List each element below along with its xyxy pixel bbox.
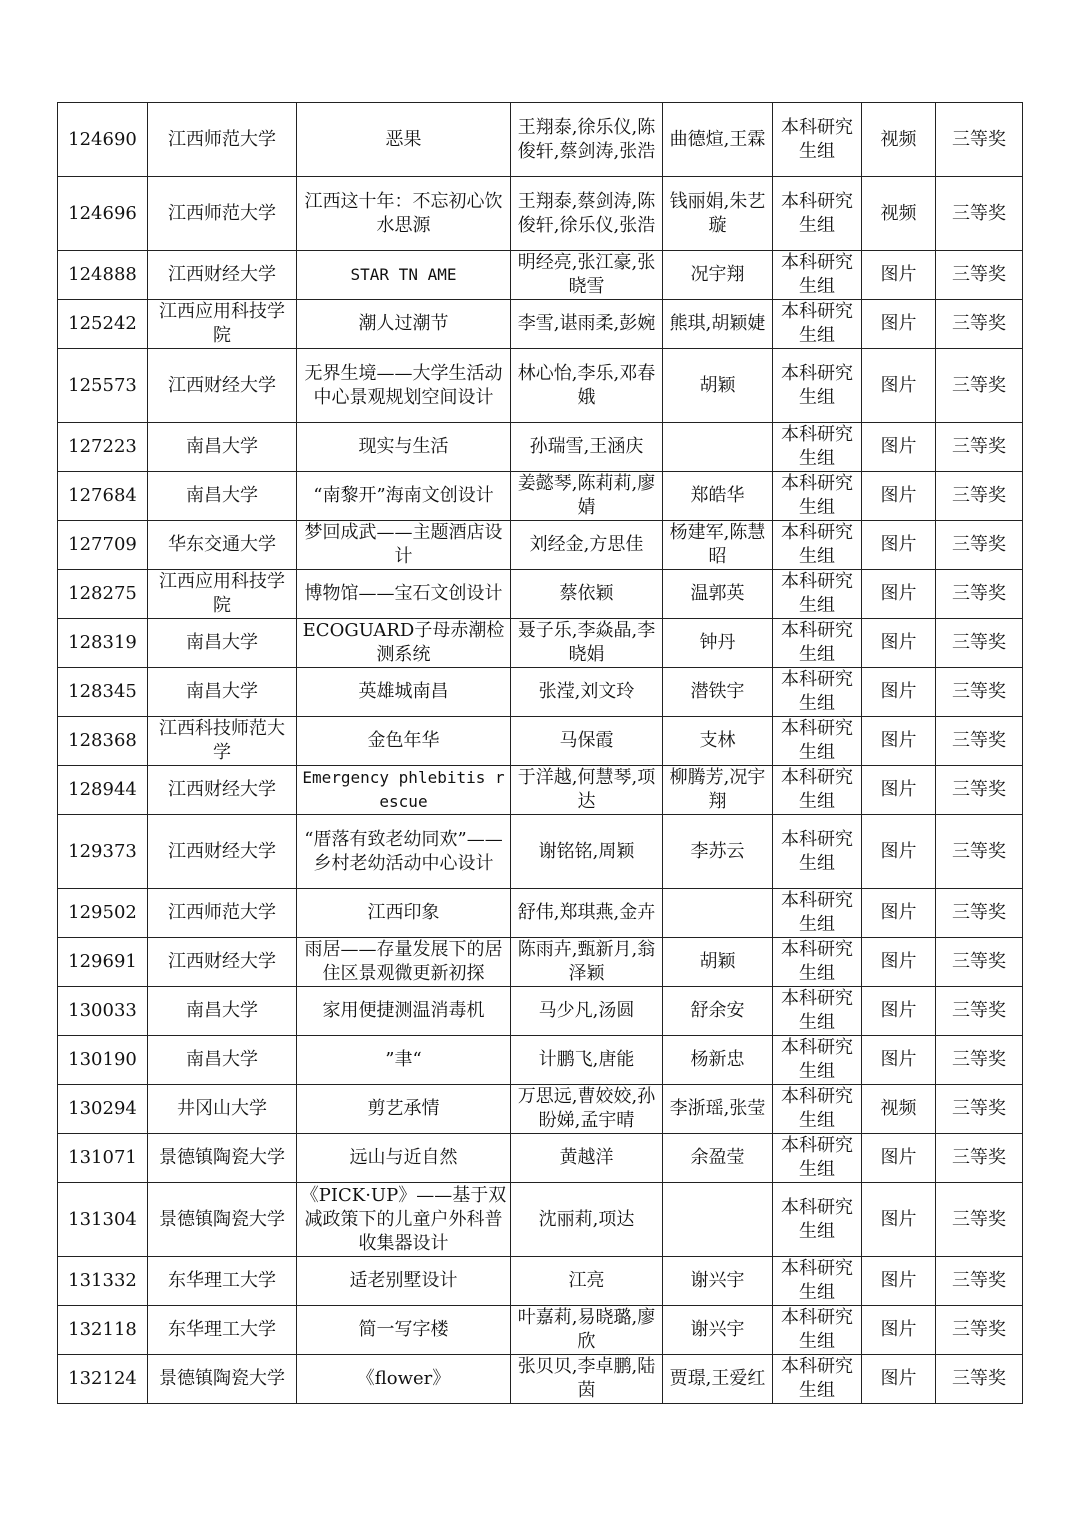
- group-cell: 本科研究生组: [773, 300, 862, 349]
- school-cell: 南昌大学: [148, 987, 297, 1036]
- school-cell: 江西财经大学: [148, 938, 297, 987]
- school-cell: 江西财经大学: [148, 815, 297, 889]
- authors-cell: 孙瑞雪,王涵庆: [511, 423, 663, 472]
- entry-id-cell: 130190: [58, 1036, 148, 1085]
- entry-id-cell: 127684: [58, 472, 148, 521]
- entry-id-cell: 129373: [58, 815, 148, 889]
- work-type-cell: 图片: [862, 766, 936, 815]
- work-type-cell: 图片: [862, 668, 936, 717]
- school-cell: 景德镇陶瓷大学: [148, 1183, 297, 1257]
- work-type-cell: 图片: [862, 1355, 936, 1404]
- table-row: [58, 570, 1023, 619]
- advisor-cell: 况宇翔: [663, 251, 773, 300]
- table-row: [58, 349, 1023, 423]
- entry-id-cell: 128345: [58, 668, 148, 717]
- work-type-cell: 图片: [862, 472, 936, 521]
- advisor-cell: 谢兴宇: [663, 1306, 773, 1355]
- group-cell: 本科研究生组: [773, 570, 862, 619]
- authors-cell: 沈丽莉,项达: [511, 1183, 663, 1257]
- table-row: [58, 717, 1023, 766]
- work-title-cell: 《PICK·UP》——基于双减政策下的儿童户外科普收集器设计: [297, 1183, 511, 1257]
- group-cell: 本科研究生组: [773, 1257, 862, 1306]
- authors-cell: 李雪,谌雨柔,彭婉: [511, 300, 663, 349]
- advisor-cell: 支林: [663, 717, 773, 766]
- authors-cell: 刘经金,方思佳: [511, 521, 663, 570]
- table-row: [58, 177, 1023, 251]
- work-title-cell: 简一写字楼: [297, 1306, 511, 1355]
- entry-id-cell: 125573: [58, 349, 148, 423]
- work-type-cell: 图片: [862, 619, 936, 668]
- table-row: [58, 889, 1023, 938]
- award-cell: 三等奖: [936, 1134, 1023, 1183]
- table-row: [58, 251, 1023, 300]
- entry-id-cell: 130033: [58, 987, 148, 1036]
- school-cell: 江西财经大学: [148, 349, 297, 423]
- group-cell: 本科研究生组: [773, 349, 862, 423]
- table-row: [58, 1257, 1023, 1306]
- work-title-cell: “厝落有致老幼同欢”——乡村老幼活动中心设计: [297, 815, 511, 889]
- table-row: [58, 619, 1023, 668]
- entry-id-cell: 124696: [58, 177, 148, 251]
- award-cell: 三等奖: [936, 938, 1023, 987]
- authors-cell: 计鹏飞,唐能: [511, 1036, 663, 1085]
- award-cell: 三等奖: [936, 717, 1023, 766]
- advisor-cell: 温郭英: [663, 570, 773, 619]
- advisor-cell: 李浙瑶,张莹: [663, 1085, 773, 1134]
- work-title-cell: 恶果: [297, 103, 511, 177]
- group-cell: 本科研究生组: [773, 717, 862, 766]
- authors-cell: 聂子乐,李焱晶,李晓娟: [511, 619, 663, 668]
- school-cell: 南昌大学: [148, 472, 297, 521]
- advisor-cell: 胡颖: [663, 349, 773, 423]
- award-cell: 三等奖: [936, 521, 1023, 570]
- work-title-cell: 江西这十年：不忘初心饮水思源: [297, 177, 511, 251]
- award-cell: 三等奖: [936, 619, 1023, 668]
- table-row: [58, 1134, 1023, 1183]
- award-cell: 三等奖: [936, 300, 1023, 349]
- authors-cell: 明经亮,张江豪,张晓雪: [511, 251, 663, 300]
- school-cell: 东华理工大学: [148, 1306, 297, 1355]
- school-cell: 江西财经大学: [148, 251, 297, 300]
- work-type-cell: 图片: [862, 815, 936, 889]
- school-cell: 江西师范大学: [148, 177, 297, 251]
- work-title-cell: 剪艺承情: [297, 1085, 511, 1134]
- entry-id-cell: 125242: [58, 300, 148, 349]
- work-type-cell: 图片: [862, 1036, 936, 1085]
- work-title-cell: 梦回成武——主题酒店设计: [297, 521, 511, 570]
- work-title-cell: 无界生境——大学生活动中心景观规划空间设计: [297, 349, 511, 423]
- entry-id-cell: 130294: [58, 1085, 148, 1134]
- advisor-cell: [663, 889, 773, 938]
- award-cell: 三等奖: [936, 1355, 1023, 1404]
- work-type-cell: 图片: [862, 717, 936, 766]
- advisor-cell: 曲德煊,王霖: [663, 103, 773, 177]
- advisor-cell: 李苏云: [663, 815, 773, 889]
- authors-cell: 马少凡,汤圆: [511, 987, 663, 1036]
- entry-id-cell: 124888: [58, 251, 148, 300]
- school-cell: 南昌大学: [148, 423, 297, 472]
- school-cell: 江西应用科技学院: [148, 570, 297, 619]
- award-cell: 三等奖: [936, 889, 1023, 938]
- entry-id-cell: 128944: [58, 766, 148, 815]
- table-row: [58, 103, 1023, 177]
- authors-cell: 叶嘉莉,易晓璐,廖欣: [511, 1306, 663, 1355]
- authors-cell: 王翔泰,蔡剑涛,陈俊轩,徐乐仪,张浩: [511, 177, 663, 251]
- authors-cell: 于洋越,何慧琴,项达: [511, 766, 663, 815]
- work-type-cell: 视频: [862, 103, 936, 177]
- work-title-cell: 远山与近自然: [297, 1134, 511, 1183]
- group-cell: 本科研究生组: [773, 423, 862, 472]
- group-cell: 本科研究生组: [773, 619, 862, 668]
- table-row: [58, 987, 1023, 1036]
- entry-id-cell: 127709: [58, 521, 148, 570]
- award-cell: 三等奖: [936, 766, 1023, 815]
- work-type-cell: 图片: [862, 251, 936, 300]
- authors-cell: 陈雨卉,甄新月,翁泽颖: [511, 938, 663, 987]
- advisor-cell: 余盈莹: [663, 1134, 773, 1183]
- entry-id-cell: 129691: [58, 938, 148, 987]
- award-cell: 三等奖: [936, 668, 1023, 717]
- table-row: [58, 938, 1023, 987]
- table-row: [58, 668, 1023, 717]
- school-cell: 景德镇陶瓷大学: [148, 1355, 297, 1404]
- advisor-cell: 钱丽娟,朱艺璇: [663, 177, 773, 251]
- work-title-cell: 博物馆——宝石文创设计: [297, 570, 511, 619]
- entry-id-cell: 124690: [58, 103, 148, 177]
- authors-cell: 谢铭铭,周颖: [511, 815, 663, 889]
- work-type-cell: 图片: [862, 889, 936, 938]
- work-type-cell: 视频: [862, 1085, 936, 1134]
- work-type-cell: 图片: [862, 1257, 936, 1306]
- advisor-cell: 钟丹: [663, 619, 773, 668]
- table-row: [58, 766, 1023, 815]
- school-cell: 井冈山大学: [148, 1085, 297, 1134]
- award-cell: 三等奖: [936, 103, 1023, 177]
- work-title-cell: Emergency phlebitis rescue: [297, 766, 511, 815]
- group-cell: 本科研究生组: [773, 1355, 862, 1404]
- authors-cell: 张贝贝,李卓鹏,陆茵: [511, 1355, 663, 1404]
- table-row: [58, 1306, 1023, 1355]
- award-cell: 三等奖: [936, 472, 1023, 521]
- group-cell: 本科研究生组: [773, 987, 862, 1036]
- school-cell: 南昌大学: [148, 1036, 297, 1085]
- work-title-cell: STAR TN AME: [297, 251, 511, 300]
- work-title-cell: “南黎开”海南文创设计: [297, 472, 511, 521]
- award-cell: 三等奖: [936, 570, 1023, 619]
- work-title-cell: 潮人过潮节: [297, 300, 511, 349]
- advisor-cell: 舒余安: [663, 987, 773, 1036]
- work-type-cell: 图片: [862, 1306, 936, 1355]
- authors-cell: 姜懿琴,陈莉莉,廖婧: [511, 472, 663, 521]
- entry-id-cell: 128368: [58, 717, 148, 766]
- advisor-cell: 潜铁宇: [663, 668, 773, 717]
- work-title-cell: ”聿“: [297, 1036, 511, 1085]
- table-row: [58, 1085, 1023, 1134]
- group-cell: 本科研究生组: [773, 1085, 862, 1134]
- group-cell: 本科研究生组: [773, 938, 862, 987]
- authors-cell: 黄越洋: [511, 1134, 663, 1183]
- group-cell: 本科研究生组: [773, 815, 862, 889]
- group-cell: 本科研究生组: [773, 103, 862, 177]
- school-cell: 江西财经大学: [148, 766, 297, 815]
- advisor-cell: 郑皓华: [663, 472, 773, 521]
- work-title-cell: 江西印象: [297, 889, 511, 938]
- entry-id-cell: 128319: [58, 619, 148, 668]
- table-row: [58, 1036, 1023, 1085]
- work-type-cell: 图片: [862, 349, 936, 423]
- school-cell: 江西应用科技学院: [148, 300, 297, 349]
- table-row: [58, 423, 1023, 472]
- work-type-cell: 图片: [862, 300, 936, 349]
- award-cell: 三等奖: [936, 423, 1023, 472]
- table-row: [58, 1355, 1023, 1404]
- table-row: [58, 521, 1023, 570]
- entry-id-cell: 127223: [58, 423, 148, 472]
- work-title-cell: 适老别墅设计: [297, 1257, 511, 1306]
- group-cell: 本科研究生组: [773, 177, 862, 251]
- authors-cell: 蔡依颖: [511, 570, 663, 619]
- entry-id-cell: 132118: [58, 1306, 148, 1355]
- work-type-cell: 视频: [862, 177, 936, 251]
- school-cell: 华东交通大学: [148, 521, 297, 570]
- group-cell: 本科研究生组: [773, 1306, 862, 1355]
- award-cell: 三等奖: [936, 987, 1023, 1036]
- table-row: [58, 300, 1023, 349]
- group-cell: 本科研究生组: [773, 668, 862, 717]
- work-type-cell: 图片: [862, 938, 936, 987]
- advisor-cell: 柳腾芳,况宇翔: [663, 766, 773, 815]
- award-cell: 三等奖: [936, 1306, 1023, 1355]
- group-cell: 本科研究生组: [773, 472, 862, 521]
- authors-cell: 马保霞: [511, 717, 663, 766]
- award-results-table: [57, 102, 1023, 1404]
- school-cell: 南昌大学: [148, 619, 297, 668]
- entry-id-cell: 128275: [58, 570, 148, 619]
- school-cell: 南昌大学: [148, 668, 297, 717]
- award-cell: 三等奖: [936, 251, 1023, 300]
- group-cell: 本科研究生组: [773, 251, 862, 300]
- school-cell: 景德镇陶瓷大学: [148, 1134, 297, 1183]
- group-cell: 本科研究生组: [773, 889, 862, 938]
- authors-cell: 张滢,刘文玲: [511, 668, 663, 717]
- advisor-cell: 熊琪,胡颖婕: [663, 300, 773, 349]
- entry-id-cell: 132124: [58, 1355, 148, 1404]
- award-cell: 三等奖: [936, 1085, 1023, 1134]
- award-cell: 三等奖: [936, 1036, 1023, 1085]
- advisor-cell: [663, 1183, 773, 1257]
- advisor-cell: 贾璟,王爱红: [663, 1355, 773, 1404]
- award-cell: 三等奖: [936, 1183, 1023, 1257]
- entry-id-cell: 131071: [58, 1134, 148, 1183]
- work-title-cell: 金色年华: [297, 717, 511, 766]
- work-type-cell: 图片: [862, 1183, 936, 1257]
- group-cell: 本科研究生组: [773, 1036, 862, 1085]
- group-cell: 本科研究生组: [773, 766, 862, 815]
- authors-cell: 林心怡,李乐,邓春娥: [511, 349, 663, 423]
- advisor-cell: 胡颖: [663, 938, 773, 987]
- school-cell: 江西师范大学: [148, 889, 297, 938]
- entry-id-cell: 131304: [58, 1183, 148, 1257]
- work-type-cell: 图片: [862, 423, 936, 472]
- work-title-cell: 《flower》: [297, 1355, 511, 1404]
- work-type-cell: 图片: [862, 987, 936, 1036]
- award-cell: 三等奖: [936, 1257, 1023, 1306]
- award-cell: 三等奖: [936, 349, 1023, 423]
- advisor-cell: 杨建军,陈慧昭: [663, 521, 773, 570]
- work-type-cell: 图片: [862, 1134, 936, 1183]
- entry-id-cell: 129502: [58, 889, 148, 938]
- school-cell: 东华理工大学: [148, 1257, 297, 1306]
- work-title-cell: 雨居——存量发展下的居住区景观微更新初探: [297, 938, 511, 987]
- authors-cell: 江亮: [511, 1257, 663, 1306]
- work-title-cell: 英雄城南昌: [297, 668, 511, 717]
- work-title-cell: ECOGUARD子母赤潮检测系统: [297, 619, 511, 668]
- entry-id-cell: 131332: [58, 1257, 148, 1306]
- advisor-cell: 杨新忠: [663, 1036, 773, 1085]
- group-cell: 本科研究生组: [773, 1183, 862, 1257]
- authors-cell: 舒伟,郑琪燕,金卉: [511, 889, 663, 938]
- school-cell: 江西师范大学: [148, 103, 297, 177]
- table-row: [58, 1183, 1023, 1257]
- group-cell: 本科研究生组: [773, 521, 862, 570]
- work-type-cell: 图片: [862, 570, 936, 619]
- work-title-cell: 现实与生活: [297, 423, 511, 472]
- table-row: [58, 472, 1023, 521]
- advisor-cell: 谢兴宇: [663, 1257, 773, 1306]
- work-type-cell: 图片: [862, 521, 936, 570]
- authors-cell: 万思远,曹姣姣,孙盼娣,孟宇晴: [511, 1085, 663, 1134]
- school-cell: 江西科技师范大学: [148, 717, 297, 766]
- award-cell: 三等奖: [936, 177, 1023, 251]
- authors-cell: 王翔泰,徐乐仪,陈俊轩,蔡剑涛,张浩: [511, 103, 663, 177]
- table-body: [58, 103, 1023, 1404]
- work-title-cell: 家用便捷测温消毒机: [297, 987, 511, 1036]
- award-cell: 三等奖: [936, 815, 1023, 889]
- advisor-cell: [663, 423, 773, 472]
- table-row: [58, 815, 1023, 889]
- group-cell: 本科研究生组: [773, 1134, 862, 1183]
